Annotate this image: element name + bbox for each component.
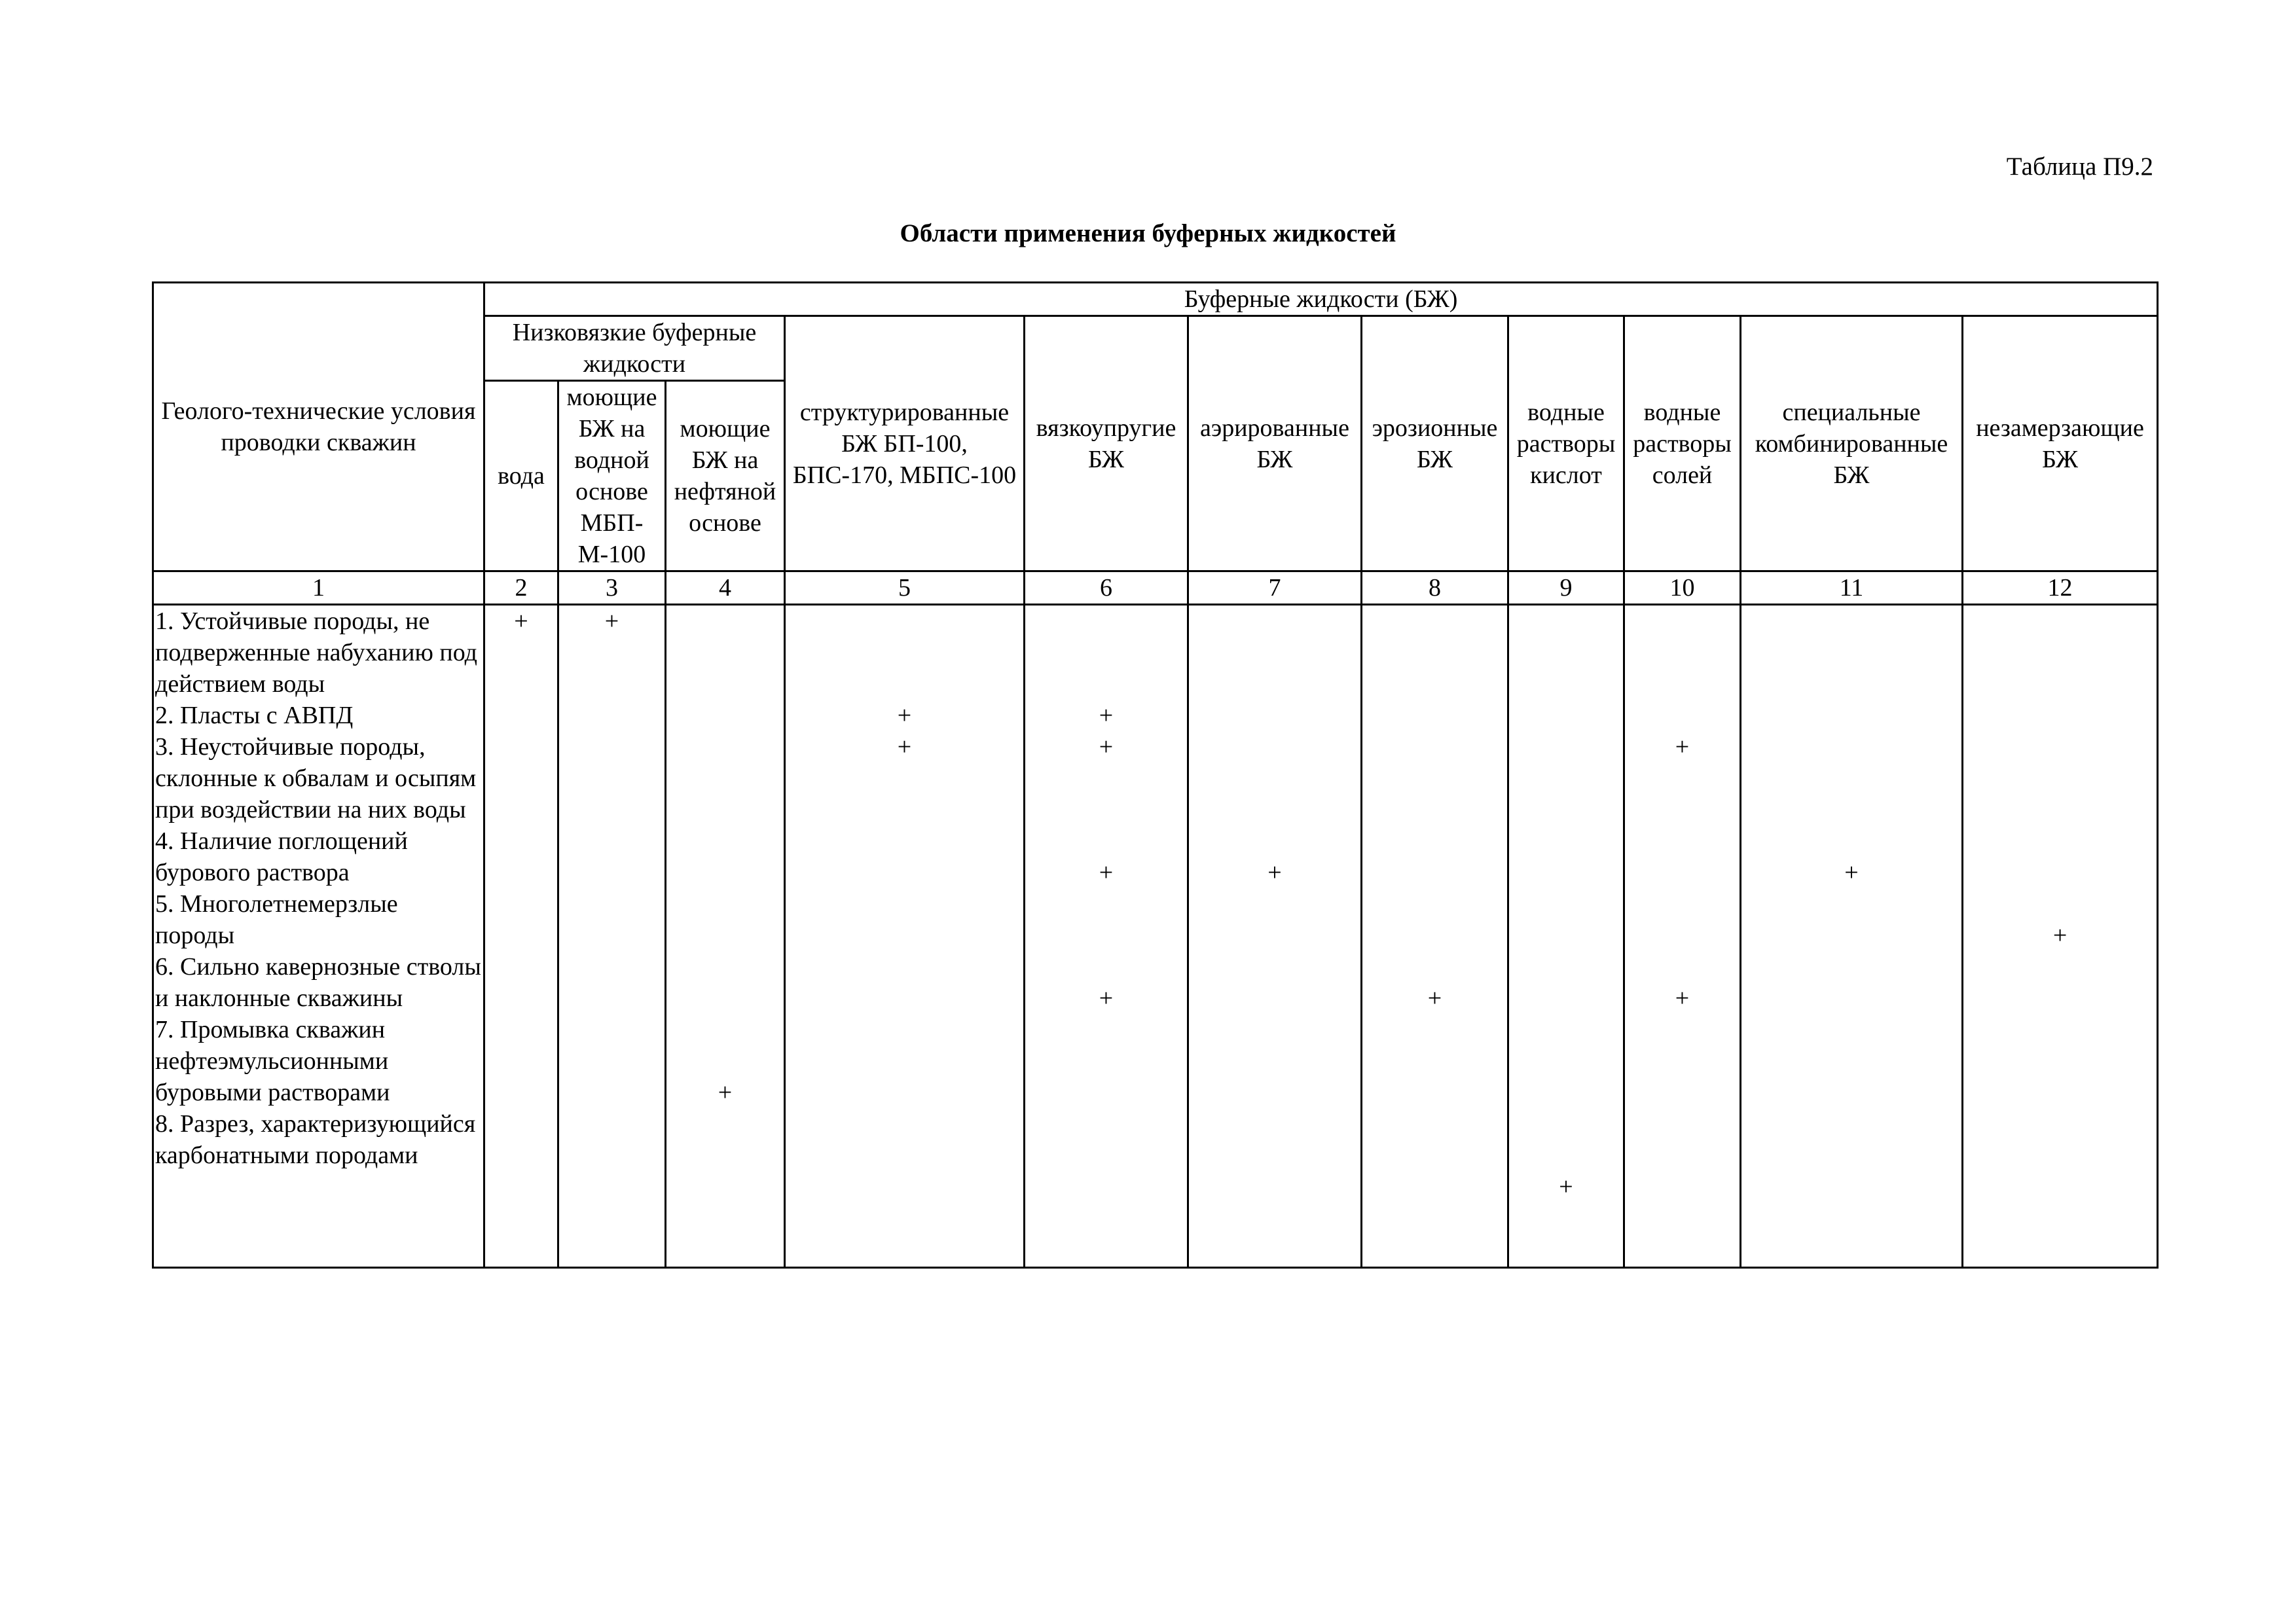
column-number-8: 8	[1362, 571, 1508, 605]
condition-item: 2. Пласты с АВПД	[155, 702, 354, 729]
mark-column-8	[1362, 605, 1508, 1268]
table-body-row	[153, 605, 2158, 1268]
header-col-12: незамерзающие БЖ	[1963, 316, 2158, 571]
column-number-row	[153, 571, 2158, 605]
mark-column-5	[785, 605, 1025, 1268]
document-title: Области применения буферных жидкостей	[900, 219, 1396, 247]
header-col-8: эрозионные БЖ	[1362, 316, 1508, 571]
header-col-4: моющие БЖ на нефтяной основе	[666, 381, 785, 571]
mark-column-7	[1188, 605, 1362, 1268]
column-number-5: 5	[785, 571, 1025, 605]
applicability-mark: +	[1427, 984, 1442, 1012]
mark-column-10	[1624, 605, 1741, 1268]
applicability-mark: +	[1675, 733, 1690, 761]
applicability-mark: +	[1099, 859, 1114, 886]
condition-item: 1. Устойчивые породы, не подверженные набуханию под действием воды	[155, 607, 477, 698]
header-col-3: моющие БЖ на водной основе МБП-М-100	[558, 381, 666, 571]
mark-column-2	[484, 605, 558, 1268]
applicability-mark: +	[514, 607, 528, 635]
column-number-11: 11	[1741, 571, 1963, 605]
header-col-11: специальные комбинированные БЖ	[1741, 316, 1963, 571]
applicability-mark: +	[1844, 859, 1859, 886]
column-number-6: 6	[1025, 571, 1188, 605]
applicability-mark: +	[897, 733, 912, 761]
mark-column-11	[1741, 605, 1963, 1268]
condition-item: 5. Многолетнемерзлые породы	[155, 890, 398, 949]
applicability-mark: +	[1267, 859, 1282, 886]
header-col-7: аэрированные БЖ	[1188, 316, 1362, 571]
column-number-12: 12	[1963, 571, 2158, 605]
column-number-1: 1	[153, 571, 484, 605]
header-col-2: вода	[484, 381, 558, 571]
mark-column-4	[666, 605, 785, 1268]
column-number-4: 4	[666, 571, 785, 605]
condition-item: 7. Промывка скважин нефтеэмульсионными буровыми растворами	[155, 1016, 390, 1106]
header-col-6: вязкоупругие БЖ	[1025, 316, 1188, 571]
header-low-viscosity-group: Низковязкие буферные жидкости	[484, 316, 785, 381]
mark-column-6	[1025, 605, 1188, 1268]
condition-item: 6. Сильно кавернозные стволы и наклонные скважины	[155, 953, 481, 1012]
applicability-mark: +	[1099, 702, 1114, 729]
applicability-mark: +	[718, 1079, 733, 1106]
header-col-5: структурированные БЖ БП-100, БПС-170, МБПС-100	[785, 316, 1025, 571]
applicability-mark: +	[1099, 733, 1114, 761]
applicability-mark: +	[604, 607, 619, 635]
condition-item: 8. Разрез, характеризующийся карбонатными породами	[155, 1110, 476, 1169]
column-number-10: 10	[1624, 571, 1741, 605]
conditions-cell	[153, 605, 484, 1268]
header-conditions: Геолого-технические условия проводки скважин	[153, 283, 484, 571]
fluids-table	[152, 281, 2159, 1269]
column-number-9: 9	[1508, 571, 1624, 605]
applicability-mark: +	[897, 702, 912, 729]
applicability-mark: +	[1675, 984, 1690, 1012]
column-number-7: 7	[1188, 571, 1362, 605]
header-fluids-group: Буферные жидкости (БЖ)	[484, 283, 2158, 316]
condition-item: 4. Наличие поглощений бурового раствора	[155, 827, 408, 886]
mark-column-12	[1963, 605, 2158, 1268]
condition-item: 3. Неустойчивые породы, склонные к обвалам и осыпям при воздействии на них воды	[155, 733, 477, 823]
header-col-9: водные растворы кислот	[1508, 316, 1624, 571]
applicability-mark: +	[1099, 984, 1114, 1012]
applicability-mark: +	[2052, 922, 2068, 949]
table-number: Таблица П9.2	[2006, 153, 2153, 181]
column-number-3: 3	[558, 571, 666, 605]
applicability-mark: +	[1559, 1173, 1573, 1200]
mark-column-3	[558, 605, 666, 1268]
column-number-2: 2	[484, 571, 558, 605]
header-col-10: водные растворы солей	[1624, 316, 1741, 571]
mark-column-9	[1508, 605, 1624, 1268]
